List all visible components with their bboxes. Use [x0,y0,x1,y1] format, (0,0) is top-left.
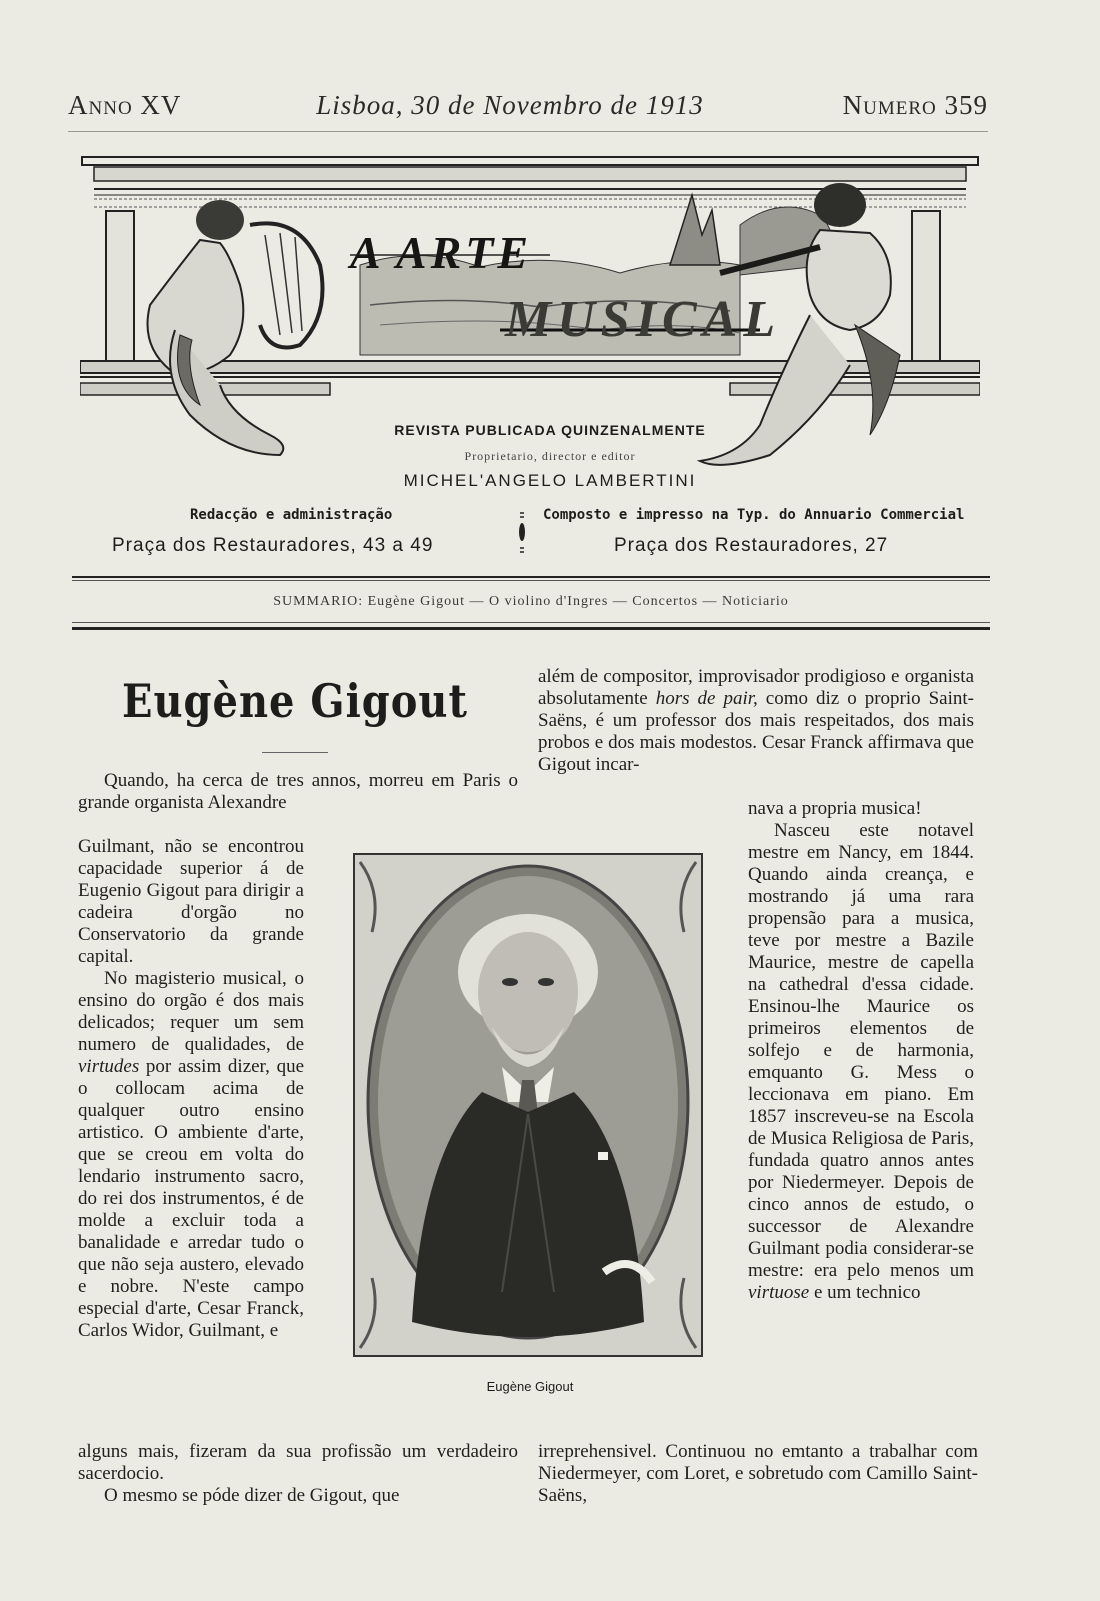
paragraph: Guilmant, não se encontrou capacidade superior á de Eugenio Gigout para dirigir a cadeira d'orgão no Conservatorio da grande capital. [78,836,304,967]
masthead-title-line1: A ARTE [350,227,533,278]
administration-address: Praça dos Restauradores, 43 a 49 [112,535,434,556]
column2-top [538,666,974,776]
column1-bottom [78,1441,518,1507]
column2-bottom [538,1441,978,1507]
paragraph: alguns mais, fizeram da sua profissão um verdadeiro sacerdocio. [78,1441,518,1484]
masthead-proprietor-line: Proprietario, director e editor [464,449,636,463]
text-run: como diz o proprio Saint-Saëns, é um professor dos mais respeitados, dos mais probos e dos mais modestos. Cesar Franck affirmava que Gigout incar- [538,688,974,775]
masthead-tagline: REVISTA PUBLICADA QUINZENALMENTE [394,422,706,438]
summary-rule-top-thick [72,576,990,578]
paragraph: O mesmo se póde dizer de Gigout, que [104,1485,400,1506]
italic-text: virtuose [748,1282,810,1303]
article-title: Eugène Gigout [121,674,468,729]
summary-rule-top-thin [72,580,990,581]
printer-address: Praça dos Restauradores, 27 [614,535,889,556]
issue-year: Anno XV [68,90,182,120]
italic-text: virtudes [78,1056,140,1077]
masthead-title-line2: MUSICAL [505,291,782,348]
italic-text: hors de pair, [655,688,758,709]
printer-label: Composto e impresso na Typ. do Annuario Commercial [543,507,965,523]
summary-rule-bottom-thick [72,627,990,630]
paragraph [538,666,974,776]
text-run: No magisterio musical, o ensino do orgão é dos mais delicados; requer um sem numero de qualidades, de [78,968,304,1055]
column1-intro [78,770,518,814]
administration-label: Redacção e administração [190,507,393,523]
masthead-editor-name: MICHEL'ANGELO LAMBERTINI [403,471,697,490]
paragraph [748,820,974,1304]
column2-narrow [748,798,974,1304]
issue-number: Numero 359 [842,90,988,120]
paragraph: nava a propria musica! [748,798,922,819]
column1-narrow [78,836,304,1342]
header-rule [68,131,988,132]
summary-rule-bottom-thin [72,622,990,623]
text-run: além de compositor, improvisador prodigioso e organista absolutamente [538,666,974,709]
text-run: Nasceu este notavel mestre em Nancy, em 1844. Quando ainda creança, e mostrando já uma rara propensão para a musica, teve por mestre a Bazile Maurice, mestre de capella na cathedral d'essa cidade. Ensinou-lhe Maurice os primeiros elementos de solfejo e de harmonia, emquanto G. Mess o leccionava em piano. Em 1857 inscreveu-se na Escola de Musica Religiosa de Paris, fundada quatro annos antes por Niedermeyer. Depois de cinco annos de estudo, o successor de Alexandre Guilmant podia considerar-se mestre: era pelo menos um [748,820,974,1281]
ornament-divider-icon [518,510,526,556]
summary-line: SUMMARIO: Eugène Gigout — O violino d'Ingres — Concertos — Noticiario [273,594,789,609]
portrait-photo [352,852,704,1358]
title-rule [262,752,328,753]
paragraph: irreprehensivel. Continuou no emtanto a trabalhar com Niedermeyer, com Loret, e sobretudo com Camillo Saint-Saëns, [538,1441,978,1506]
issue-place-date: Lisboa, 30 de Novembro de 1913 [316,90,704,120]
paragraph [78,968,304,1342]
text-run: e um technico [813,1282,921,1303]
text-run: por assim dizer, que o collocam acima de qualquer outro ensino artistico. O ambiente d'arte, que se creou em volta do lendario instrumento sacro, do rei dos instrumentos, é de molde a excluir toda a banalidade e arredar tudo o que não seja austero, elevado e nobre. N'este campo especial d'arte, Cesar Franck, Carlos Widor, Guilmant, e [78,1056,304,1341]
photo-caption: Eugène Gigout [486,1379,574,1394]
paragraph: Quando, ha cerca de tres annos, morreu em Paris o grande organista Alexandre [78,770,518,813]
